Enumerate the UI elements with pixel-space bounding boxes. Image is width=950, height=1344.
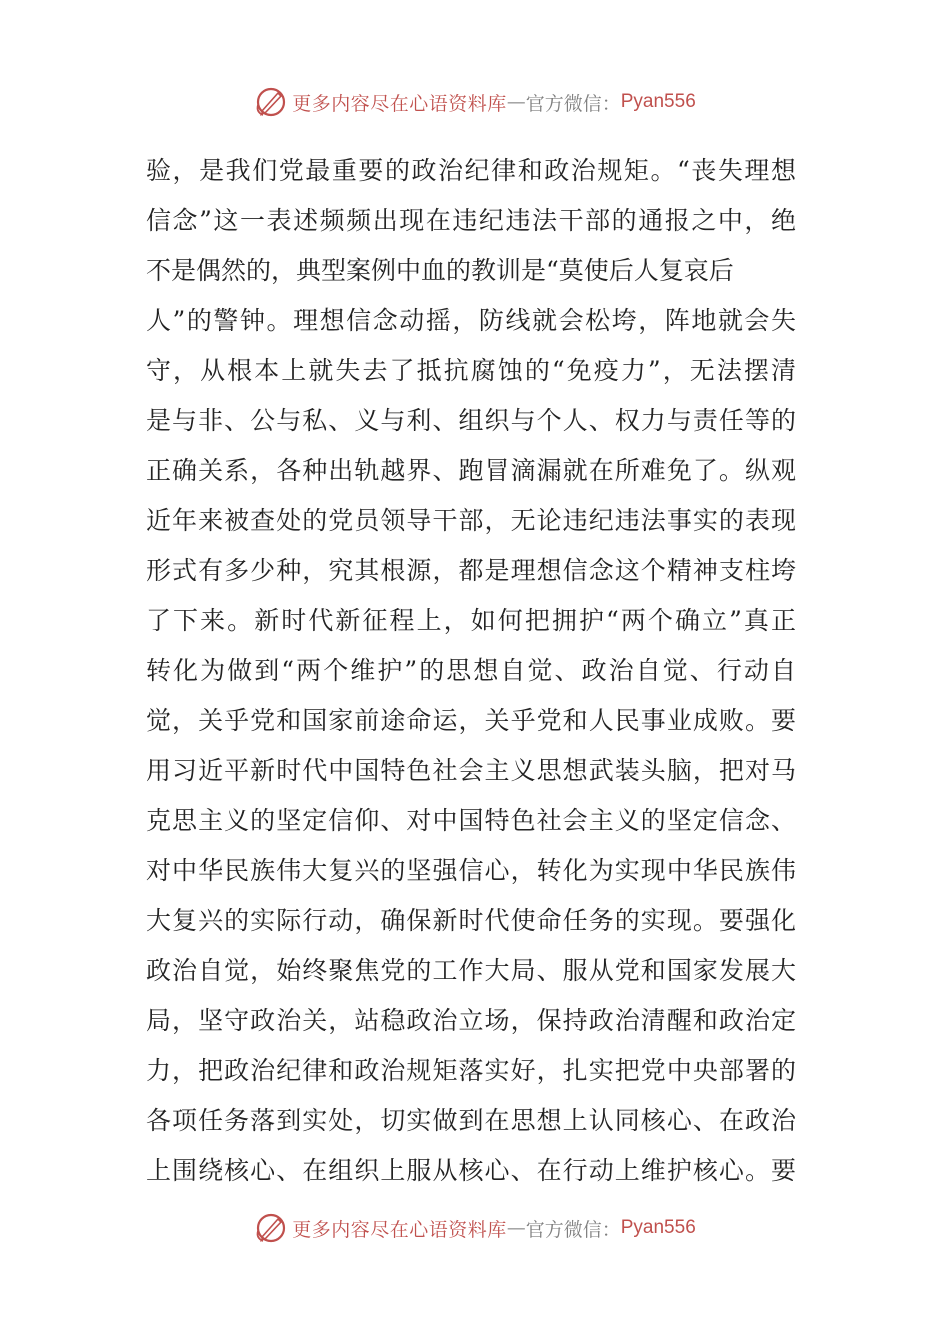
body-line: 是与非、公与私、义与利、组织与个人、权力与责任等的 xyxy=(146,406,796,435)
body-line: 不是偶然的，典型案例中血的教训是“莫使后人复哀后 xyxy=(146,256,734,285)
body-line: 验，是我们党最重要的政治纪律和政治规矩。“丧失理想 xyxy=(146,156,796,185)
document-body xyxy=(146,146,796,1196)
body-line: 近年来被查处的党员领导干部，无论违纪违法事实的表现 xyxy=(146,506,796,535)
body-line: 局，坚守政治关，站稳政治立场，保持政治清醒和政治定 xyxy=(146,1006,796,1035)
banner-dash: — xyxy=(506,1217,526,1239)
body-line: 大复兴的实际行动，确保新时代使命任务的实现。要强化 xyxy=(146,906,796,935)
banner-wechat-id: Pyan556 xyxy=(620,91,696,112)
body-line: 人”的警钟。理想信念动摇，防线就会松垮，阵地就会失 xyxy=(146,306,796,335)
banner-dash: — xyxy=(506,91,526,113)
body-line: 力，把政治纪律和政治规矩落实好，扎实把党中央部署的 xyxy=(146,1056,796,1085)
body-line: 克思主义的坚定信仰、对中国特色社会主义的坚定信念、 xyxy=(146,806,796,835)
header-banner xyxy=(0,82,950,122)
banner-wechat-label: 官方微信： xyxy=(525,1218,621,1241)
footer-banner xyxy=(0,1208,950,1248)
body-line: 转化为做到“两个维护”的思想自觉、政治自觉、行动自 xyxy=(146,656,796,685)
banner-wechat-label: 官方微信： xyxy=(525,92,621,115)
banner-wechat-id: Pyan556 xyxy=(620,1217,696,1238)
banner-slogan: 更多内容尽在心语资料库 xyxy=(292,92,507,115)
body-line: 对中华民族伟大复兴的坚强信心，转化为实现中华民族伟 xyxy=(146,856,796,885)
body-line: 守，从根本上就失去了抵抗腐蚀的“免疫力”，无法摆清 xyxy=(146,356,796,385)
body-line: 用习近平新时代中国特色社会主义思想武装头脑，把对马 xyxy=(146,756,796,785)
body-line: 政治自觉，始终聚焦党的工作大局、服从党和国家发展大 xyxy=(146,956,796,985)
body-line: 觉，关乎党和国家前途命运，关乎党和人民事业成败。要 xyxy=(146,706,796,735)
body-line: 形式有多少种，究其根源，都是理想信念这个精神支柱垮 xyxy=(146,556,796,585)
body-line: 上围绕核心、在组织上服从核心、在行动上维护核心。要 xyxy=(146,1156,796,1185)
body-line: 各项任务落到实处，切实做到在思想上认同核心、在政治 xyxy=(146,1106,796,1135)
body-line: 正确关系，各种出轨越界、跑冒滴漏就在所难免了。纵观 xyxy=(146,456,796,485)
body-line: 信念”这一表述频频出现在违纪违法干部的通报之中，绝 xyxy=(146,206,796,235)
pen-logo-icon xyxy=(254,1211,288,1245)
body-line: 了下来。新时代新征程上，如何把拥护“两个确立”真正 xyxy=(146,606,796,635)
pen-logo-icon xyxy=(254,85,288,119)
banner-slogan: 更多内容尽在心语资料库 xyxy=(292,1218,507,1241)
